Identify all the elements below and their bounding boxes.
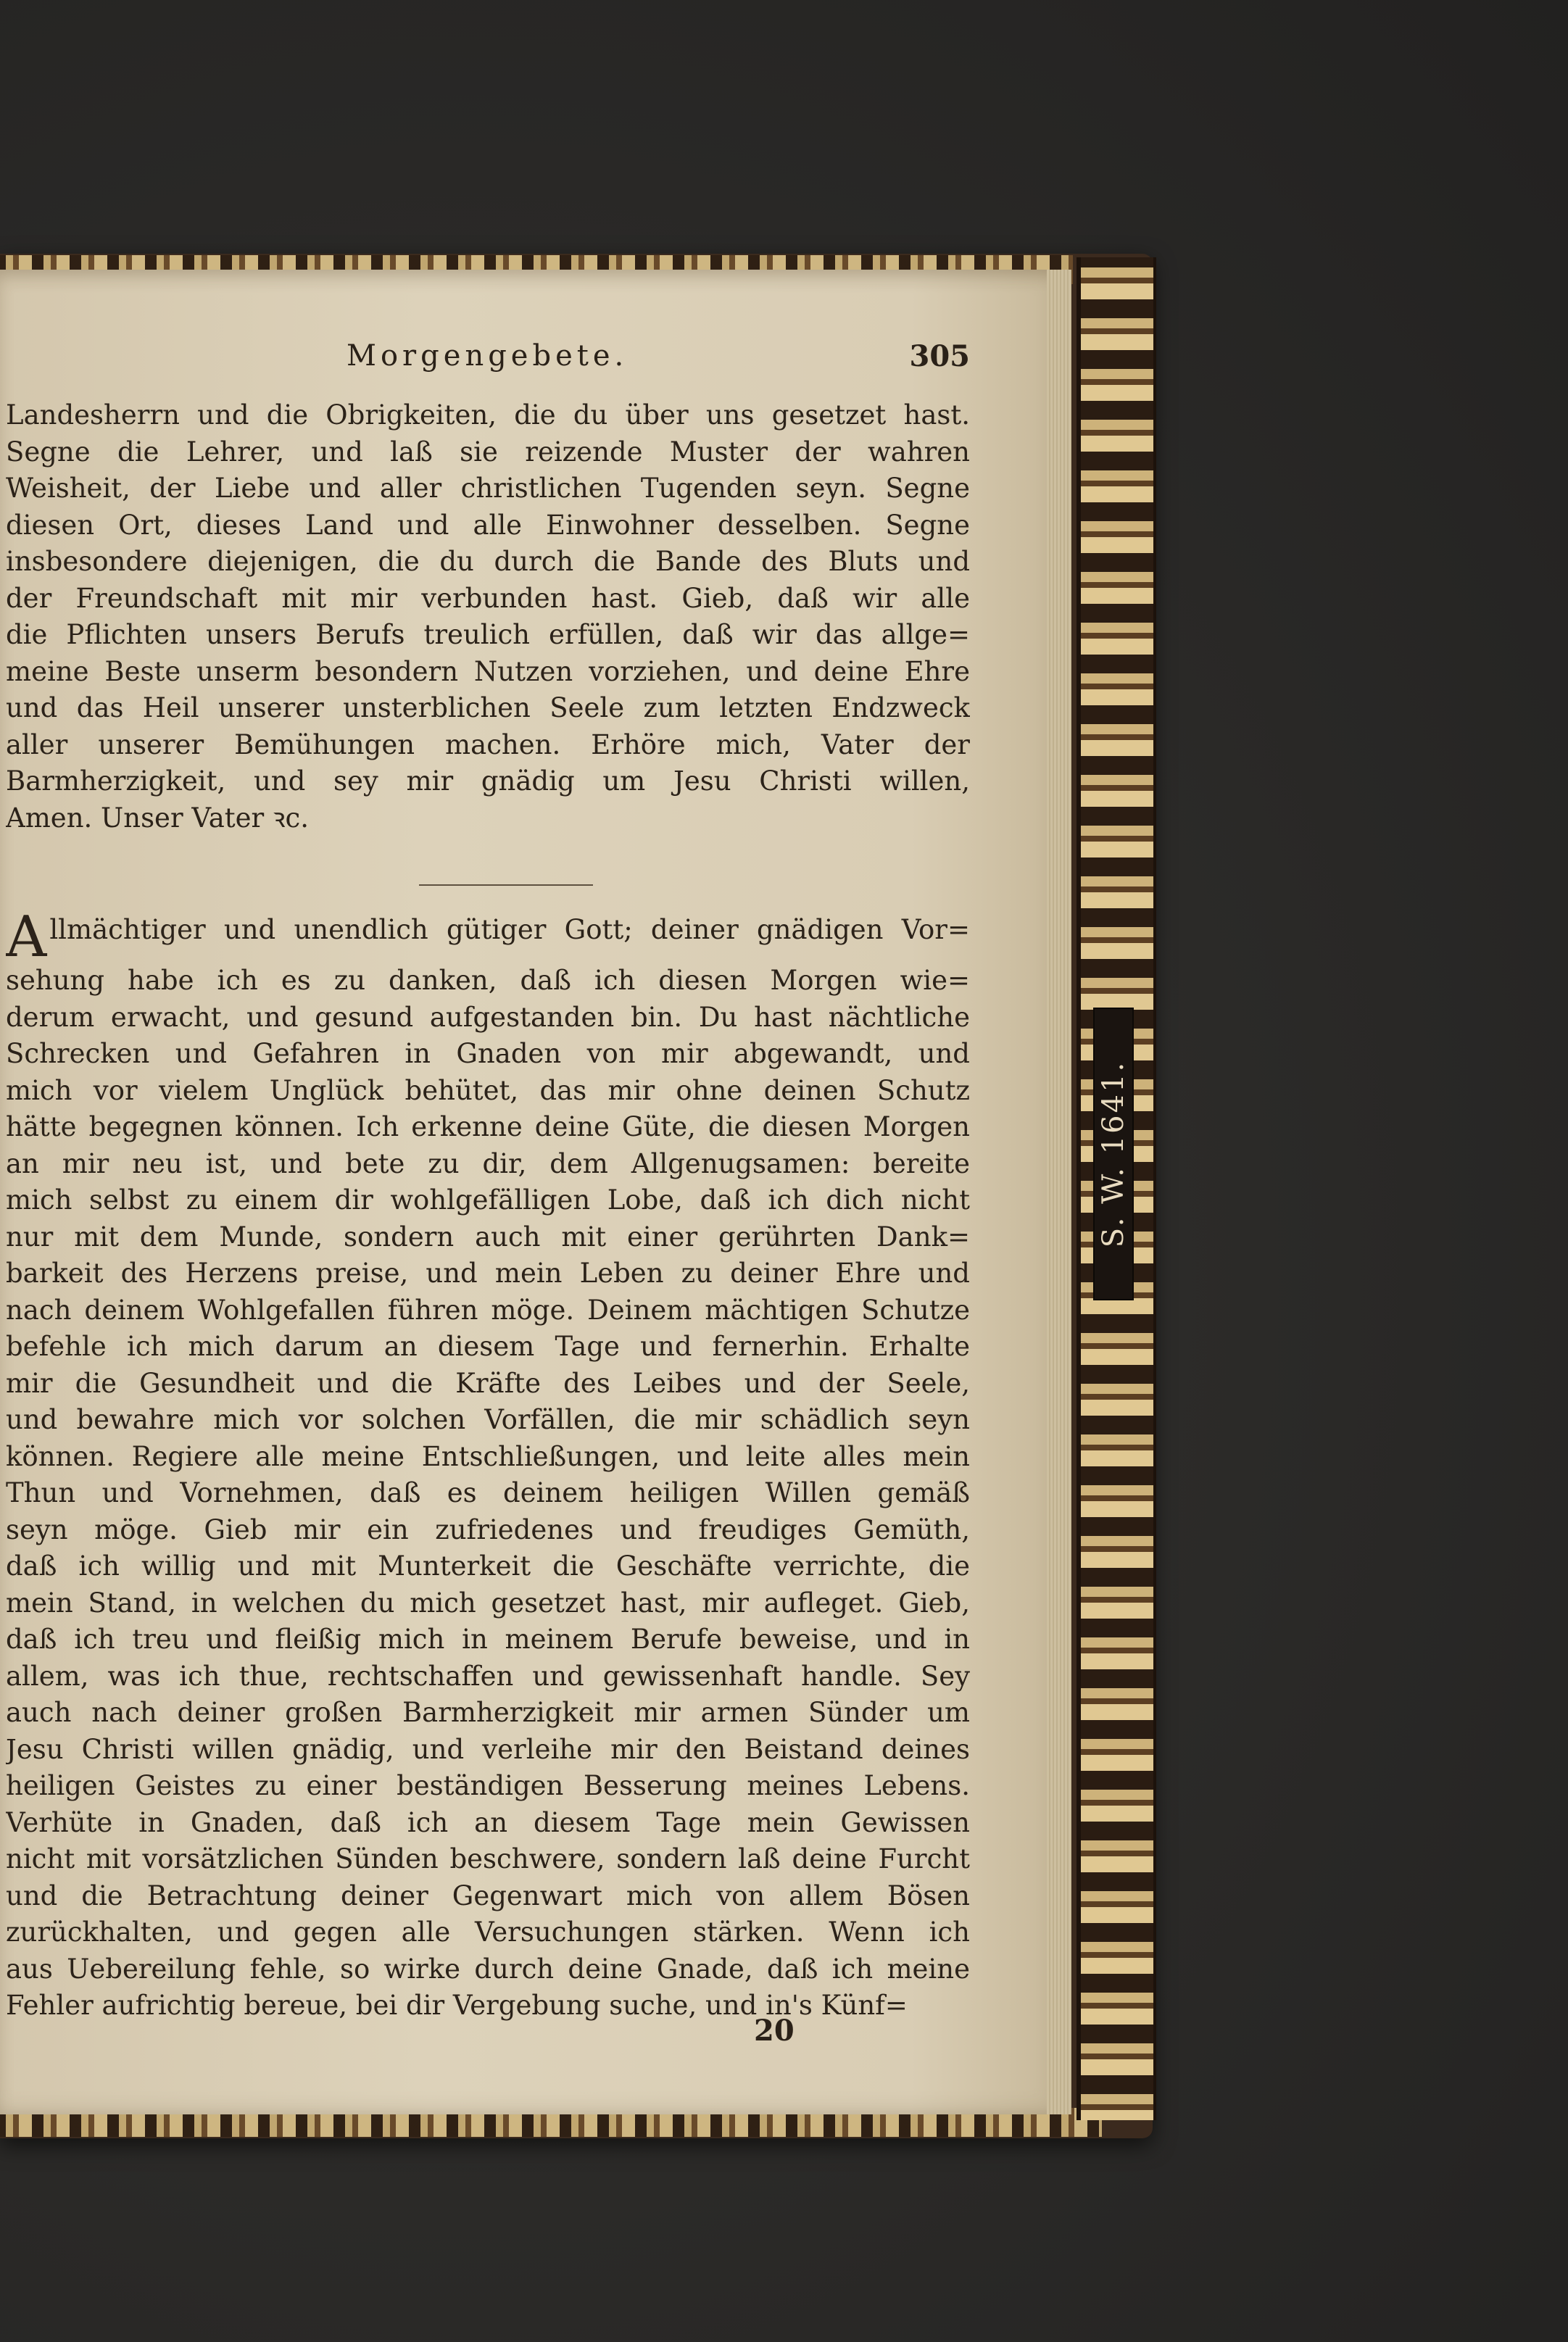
text-line: Fehler aufrichtig bereue, bei dir Vergebung suche, und in's Künf= (6, 1990, 908, 2021)
page-edge (1047, 270, 1071, 2114)
text-line: befehle ich mich darum an diesem Tage und fernerhin. Erhalte (6, 1331, 970, 1362)
text-line: Landesherrn und die Obrigkeiten, die du über uns gesetzet hast. (6, 399, 970, 431)
text-line: auch nach deiner großen Barmherzigkeit mir armen Sünder um (6, 1697, 970, 1728)
page-number: 305 (909, 339, 970, 373)
text-line: Weisheit, der Liebe und aller christlichen Tugenden seyn. Segne (6, 473, 970, 504)
text-line: aus Uebereilung fehle, so wirke durch deine Gnade, daß ich meine (6, 1953, 970, 1985)
text-line: an mir neu ist, und bete zu dir, dem Allgenugsamen: bereite (6, 1147, 970, 1179)
text-line: seyn möge. Gieb mir ein zufriedenes und freudiges Gemüth, (6, 1513, 970, 1545)
text-line-content: llmächtiger und unendlich gütiger Gott; deiner gnädigen Vor= (49, 914, 970, 945)
text-line: nur mit dem Munde, sondern auch mit einer gerührten Dank= (6, 1221, 970, 1253)
text-line: diesen Ort, dieses Land und alle Einwohner desselben. Segne (6, 509, 970, 541)
text-line: sehung habe ich es zu danken, daß ich diesen Morgen wie= (6, 965, 970, 996)
text-line: allem, was ich thue, rechtschaffen und gewissenhaft handle. Sey (6, 1660, 970, 1692)
text-line: Amen. Unser Vater ꝛc. (6, 802, 310, 834)
text-line: und bewahre mich vor solchen Vorfällen, die mir schädlich seyn (6, 1404, 970, 1435)
text-line: daß ich willig und mit Munterkeit die Geschäfte verrichte, die (6, 1550, 970, 1582)
text-line: können. Regiere alle meine Entschließungen, und leite alles mein (6, 1440, 970, 1472)
text-line: nach deinem Wohlgefallen führen möge. Deinem mächtigen Schutze (6, 1294, 970, 1326)
text-line: und die Betrachtung deiner Gegenwart mich von allem Bösen (6, 1880, 970, 1911)
text-line: mein Stand, in welchen du mich gesetzet hast, mir aufleget. Gieb, (6, 1587, 970, 1619)
drop-cap: A (6, 912, 47, 963)
paragraph-prayer-2 (6, 912, 970, 2025)
text-line: Verhüte in Gnaden, daß ich an diesem Tage mein Gewissen (6, 1806, 970, 1838)
section-divider (419, 884, 593, 886)
text-line: mich selbst zu einem dir wohlgefälligen Lobe, daß ich dich nicht (6, 1184, 970, 1216)
paragraph-prayer-1 (6, 397, 970, 836)
text-line: der Freundschaft mit mir verbunden hast. Gieb, daß wir alle (6, 582, 970, 614)
text-line: barkeit des Herzens preise, und mein Leben zu deiner Ehre und (6, 1258, 970, 1289)
text-line: meine Beste unserm besondern Nutzen vorziehen, und deine Ehre (6, 655, 970, 687)
text-line: hätte begegnen können. Ich erkenne deine Güte, die diesen Morgen (6, 1111, 970, 1142)
text-line: Jesu Christi willen gnädig, und verleihe mir den Beistand deines (6, 1733, 970, 1765)
text-line: Schrecken und Gefahren in Gnaden von mir abgewandt, und (6, 1038, 970, 1069)
text-line: zurückhalten, und gegen alle Versuchungen stärken. Wenn ich (6, 1917, 970, 1948)
spine-label (1093, 1008, 1134, 1300)
text-line: Thun und Vornehmen, daß es deinem heiligen Willen gemäß (6, 1477, 970, 1508)
text-line: und das Heil unserer unsterblichen Seele zum letzten Endzweck (6, 692, 970, 723)
page-title: Morgengebete. (347, 339, 629, 373)
text-line: heiligen Geistes zu einer beständigen Besserung meines Lebens. (6, 1770, 970, 1801)
text-line: insbesondere diejenigen, die du durch die Bande des Bluts und (6, 546, 970, 577)
text-line: mich vor vielem Unglück behütet, das mir ohne deinen Schutz (6, 1074, 970, 1106)
spine-label-text: S. W. 1641. (1097, 1060, 1130, 1248)
signature-mark: 20 (754, 2014, 795, 2048)
text-line: daß ich treu und fleißig mich in meinem Berufe beweise, und in (6, 1624, 970, 1655)
running-header (6, 339, 970, 383)
text-line: die Pflichten unsers Berufs treulich erfüllen, daß wir das allge= (6, 619, 970, 650)
text-line: Barmherzigkeit, und sey mir gnädig um Jesu Christi willen, (6, 765, 970, 797)
text-line: mir die Gesundheit und die Kräfte des Leibes und der Seele, (6, 1367, 970, 1399)
text-line: derum erwacht, und gesund aufgestanden bin. Du hast nächtliche (6, 1001, 970, 1033)
text-line: Segne die Lehrer, und laß sie reizende Muster der wahren (6, 436, 970, 468)
text-line (6, 912, 970, 963)
text-line: nicht mit vorsätzlichen Sünden beschwere, sondern laß deine Furcht (6, 1843, 970, 1874)
text-line: aller unserer Bemühungen machen. Erhöre mich, Vater der (6, 728, 970, 760)
